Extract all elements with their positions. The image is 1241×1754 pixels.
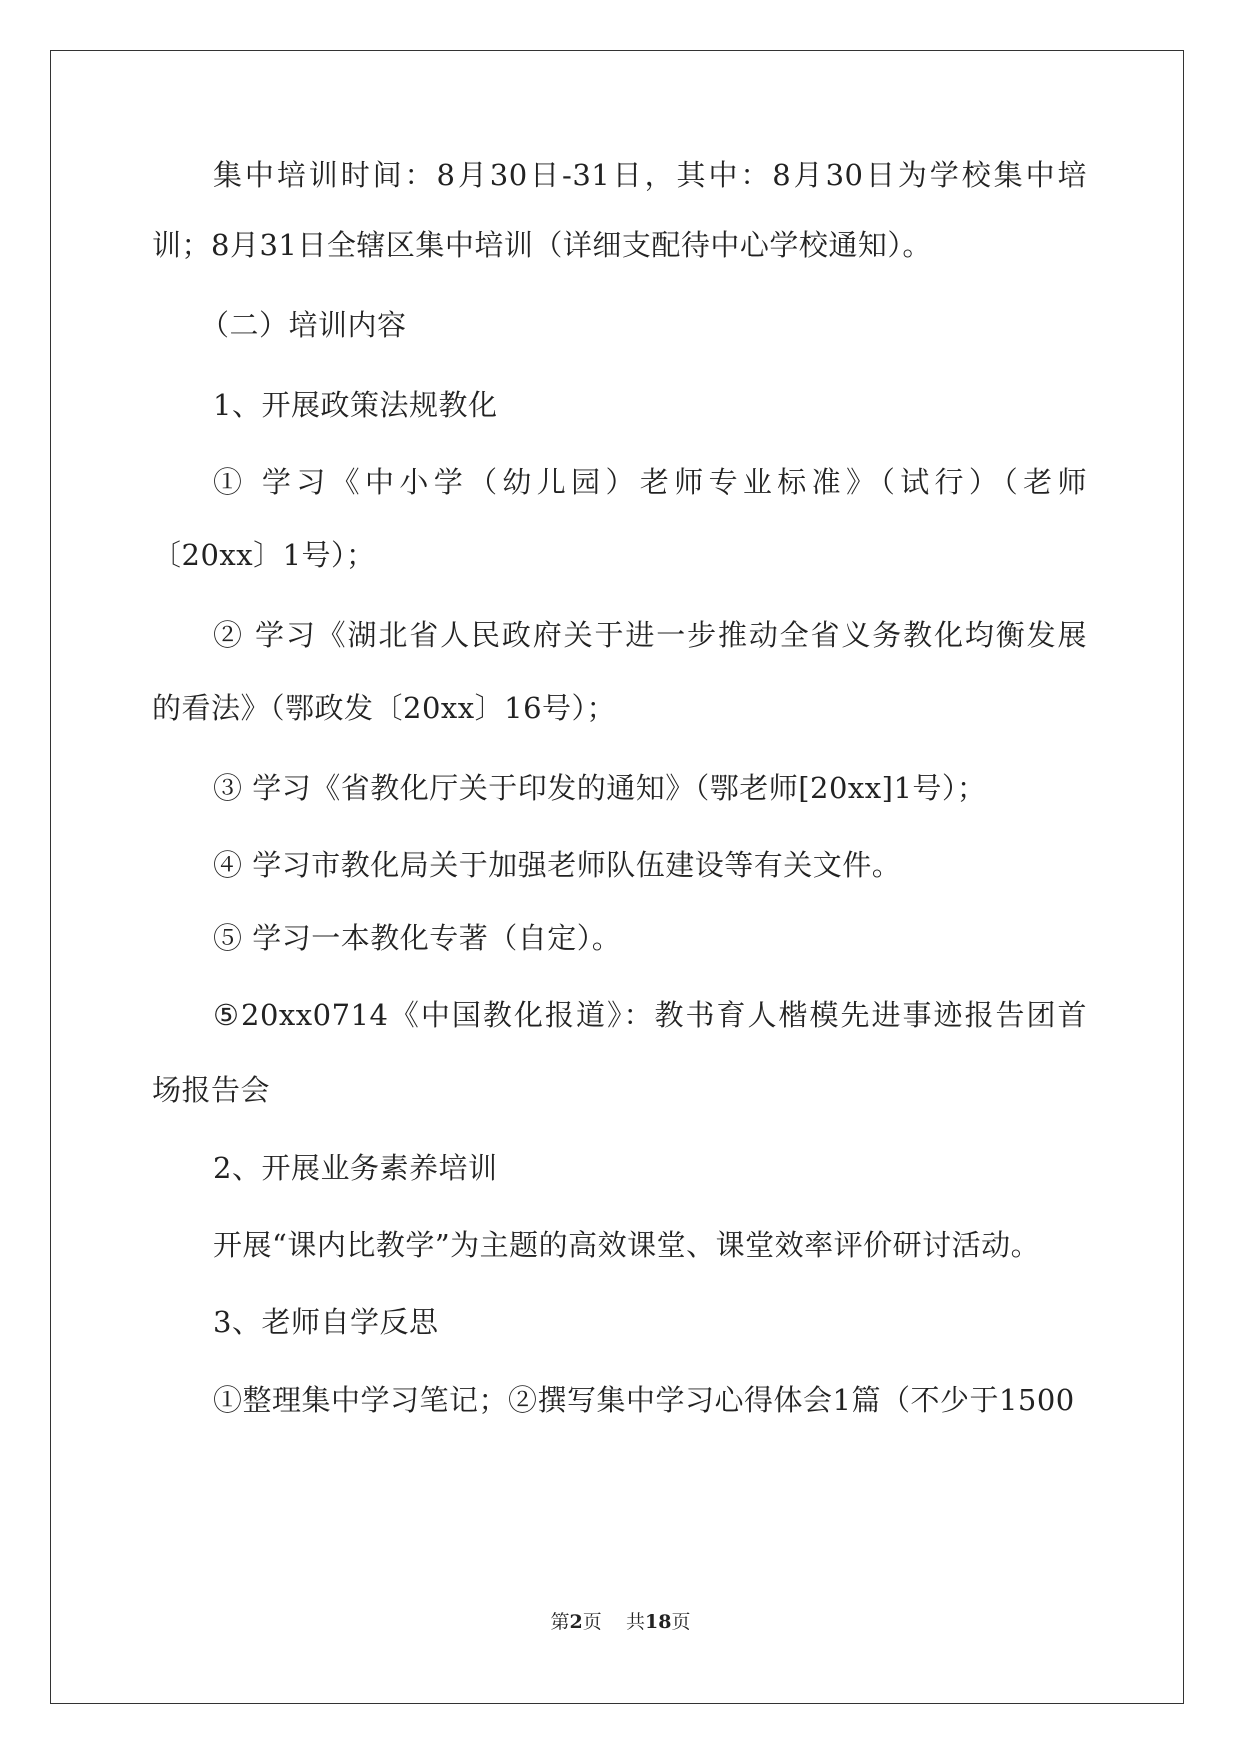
paragraph-line: 场报告会 bbox=[152, 1073, 271, 1107]
subsection-heading: 2、开展业务素养培训 bbox=[213, 1151, 498, 1185]
list-item: ③ 学习《省教化厅关于印发的通知》（鄂老师[20xx]1号）； bbox=[213, 771, 987, 805]
paragraph-line: 集中培训时间：8月30日-31日，其中：8月30日为学校集中培 bbox=[213, 158, 1087, 192]
footer-page-label: 第 bbox=[550, 1611, 570, 1633]
page-footer bbox=[0, 1610, 1241, 1634]
subsection-heading: 1、开展政策法规教化 bbox=[213, 388, 498, 422]
list-item: ① 学习《中小学（幼儿园）老师专业标准》（试行）（老师 bbox=[213, 465, 1087, 499]
paragraph-line: 开展“课内比教学”为主题的高效课堂、课堂效率评价研讨活动。 bbox=[213, 1228, 1041, 1262]
footer-page-unit: 页 bbox=[582, 1611, 602, 1633]
paragraph-line: 的看法》（鄂政发〔20xx〕16号）； bbox=[152, 691, 617, 725]
footer-total-pages: 18 bbox=[644, 1611, 672, 1633]
footer-total-unit: 页 bbox=[671, 1611, 691, 1633]
list-item: ④ 学习市教化局关于加强老师队伍建设等有关文件。 bbox=[213, 848, 902, 882]
footer-page-number: 2 bbox=[569, 1611, 583, 1633]
paragraph-line: 〔20xx〕1号）； bbox=[152, 538, 376, 572]
list-item: ⑤ 学习一本教化专著（自定）。 bbox=[213, 921, 622, 955]
footer-total-label: 共 bbox=[625, 1611, 645, 1633]
list-item: ⑤20xx0714《中国教化报道》：教书育人楷模先进事迹报告团首 bbox=[213, 998, 1087, 1032]
section-heading: （二）培训内容 bbox=[200, 308, 407, 342]
list-item: ② 学习《湖北省人民政府关于进一步推动全省义务教化均衡发展 bbox=[213, 618, 1087, 652]
subsection-heading: 3、老师自学反思 bbox=[213, 1305, 439, 1339]
paragraph-line: ①整理集中学习笔记；②撰写集中学习心得体会1篇（不少于1500 bbox=[213, 1383, 1075, 1417]
paragraph-line: 训；8月31日全辖区集中培训（详细支配待中心学校通知）。 bbox=[152, 228, 932, 262]
